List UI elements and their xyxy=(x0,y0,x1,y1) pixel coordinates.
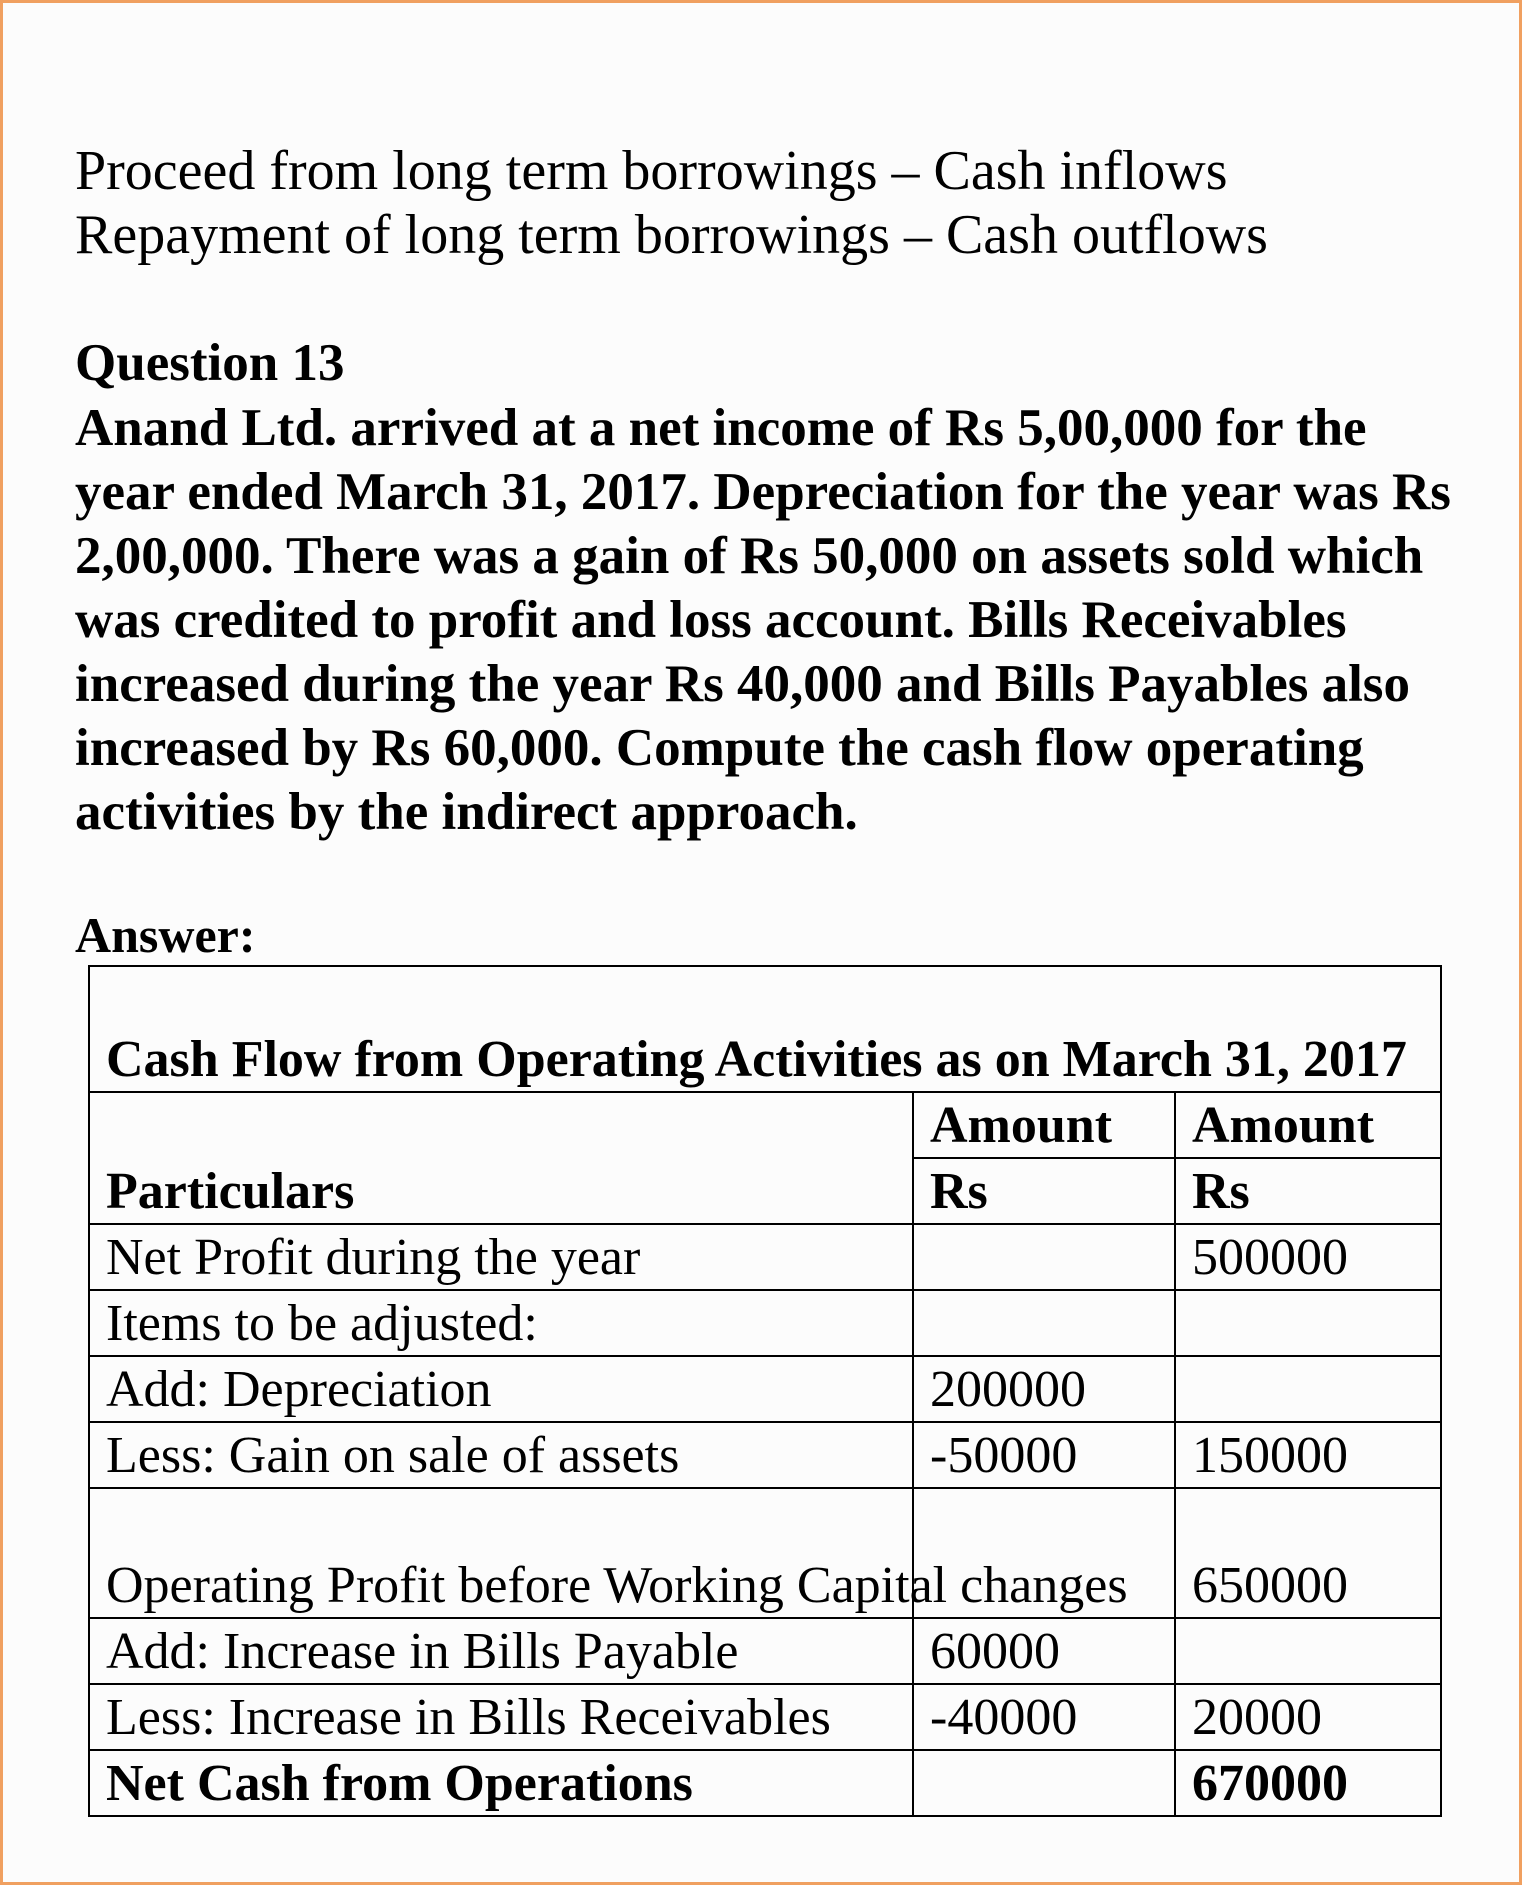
row-amount-2 xyxy=(1175,1290,1441,1356)
table-row xyxy=(89,1684,1441,1750)
table-row xyxy=(89,1422,1441,1488)
row-amount-2 xyxy=(1175,1356,1441,1422)
total-particulars: Net Cash from Operations xyxy=(89,1750,913,1816)
header-particulars: Particulars xyxy=(89,1092,913,1224)
table-caption: Cash Flow from Operating Activities as on March 31, 2017 xyxy=(89,966,1441,1092)
row-amount-1: -40000 xyxy=(913,1684,1175,1750)
table-row xyxy=(89,1488,1441,1618)
row-particulars: Operating Profit before Working Capital changes xyxy=(89,1488,913,1618)
header-currency-2: Rs xyxy=(1175,1158,1441,1224)
row-amount-2: 500000 xyxy=(1175,1224,1441,1290)
intro-line-2: Repayment of long term borrowings – Cash outflows xyxy=(75,204,1268,266)
row-particulars: Add: Depreciation xyxy=(89,1356,913,1422)
row-amount-2: 150000 xyxy=(1175,1422,1441,1488)
header-currency-1: Rs xyxy=(913,1158,1175,1224)
row-particulars: Less: Gain on sale of assets xyxy=(89,1422,913,1488)
table-row xyxy=(89,1618,1441,1684)
row-amount-1: 200000 xyxy=(913,1356,1175,1422)
row-amount-1 xyxy=(913,1290,1175,1356)
table-row-total xyxy=(89,1750,1441,1816)
table-row xyxy=(89,1290,1441,1356)
row-particulars: Net Profit during the year xyxy=(89,1224,913,1290)
total-amount-2: 670000 xyxy=(1175,1750,1441,1816)
table-row xyxy=(89,1356,1441,1422)
cash-flow-table xyxy=(88,965,1442,1817)
question-body: Anand Ltd. arrived at a net income of Rs 5,00,000 for the year ended March 31, 2017. Depreciation for the year was Rs 2,00,000. There was a gain of Rs 50,000 on assets sold which was credited to profit and loss account. Bills Receivables increased during the year Rs 40,000 and Bills Payables also increased by Rs 60,000. Compute the cash flow operating activities by the indirect approach. xyxy=(75,399,1451,841)
header-amount-2: Amount xyxy=(1175,1092,1441,1158)
row-particulars: Items to be adjusted: xyxy=(89,1290,913,1356)
question-heading: Question 13 xyxy=(75,334,345,392)
row-amount-2: 20000 xyxy=(1175,1684,1441,1750)
answer-label: Answer: xyxy=(75,907,256,963)
row-particulars: Less: Increase in Bills Receivables xyxy=(89,1684,913,1750)
total-amount-1 xyxy=(913,1750,1175,1816)
row-amount-1: -50000 xyxy=(913,1422,1175,1488)
row-particulars: Add: Increase in Bills Payable xyxy=(89,1618,913,1684)
header-amount-1: Amount xyxy=(913,1092,1175,1158)
row-amount-1 xyxy=(913,1224,1175,1290)
intro-line-1: Proceed from long term borrowings – Cash inflows xyxy=(75,140,1228,202)
row-amount-2 xyxy=(1175,1618,1441,1684)
intro-text xyxy=(75,139,1268,267)
row-amount-1: 60000 xyxy=(913,1618,1175,1684)
row-amount-2: 650000 xyxy=(1175,1488,1441,1618)
table-row xyxy=(89,1224,1441,1290)
